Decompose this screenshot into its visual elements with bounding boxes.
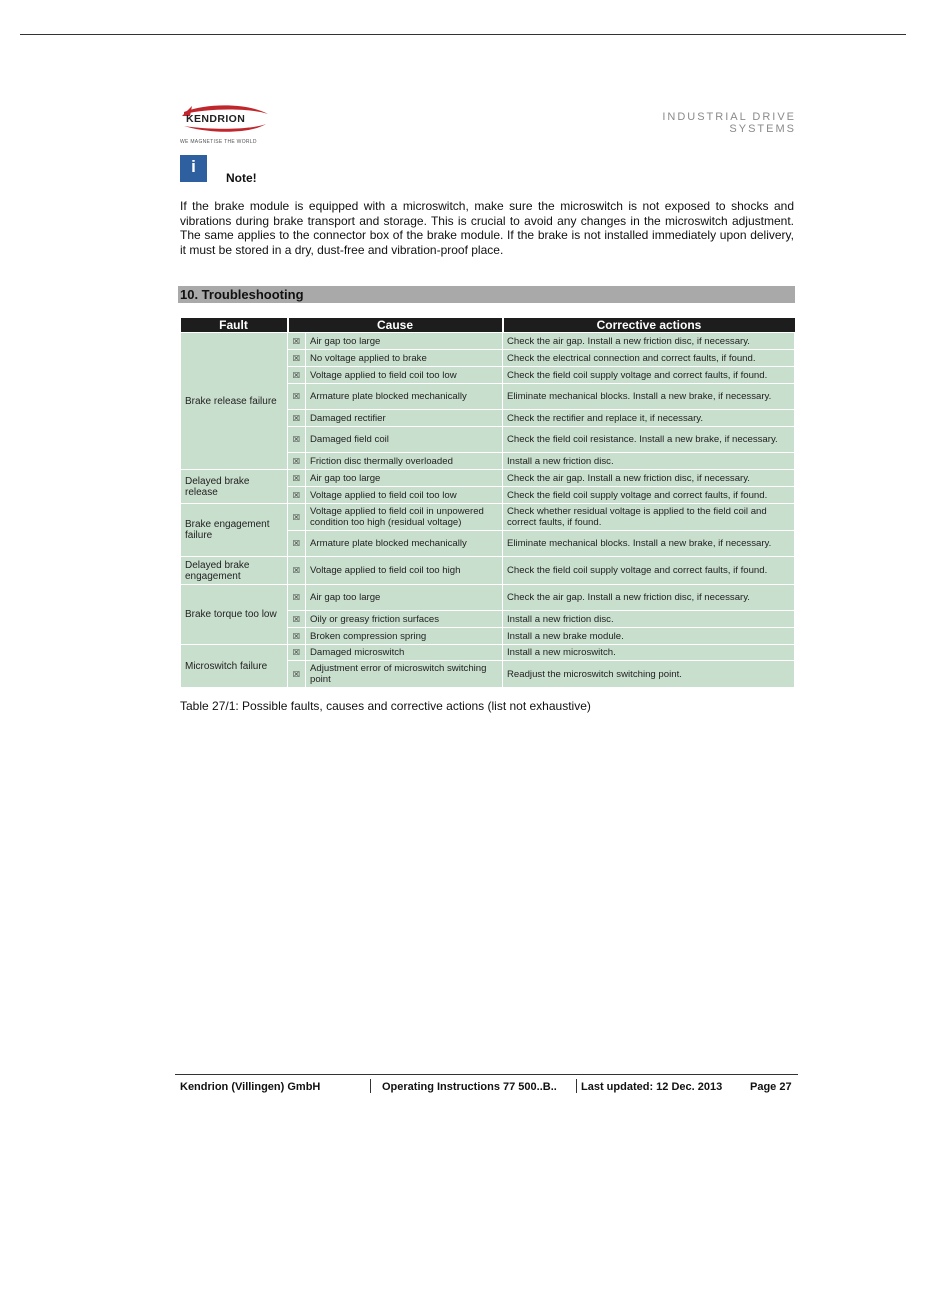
checkbox-bullet-icon: ☒ (288, 487, 306, 504)
corrective-action-cell: Install a new friction disc. (503, 453, 795, 470)
note-body: If the brake module is equipped with a microswitch, make sure the microswitch is not exposed to shocks and vibrations during brake transport and storage. This is crucial to avoid any changes in the microswitch adjustment. The same applies to the connector box of the brake module. If the brake is not installed immediately upon delivery, it must be stored in a dry, dust-free and vibration-proof place. (180, 199, 794, 257)
checkbox-bullet-icon: ☒ (288, 645, 306, 661)
checkbox-bullet-icon: ☒ (288, 410, 306, 427)
checkbox-bullet-icon: ☒ (288, 470, 306, 487)
footer-company: Kendrion (Villingen) GmbH (180, 1081, 321, 1093)
corrective-action-cell: Eliminate mechanical blocks. Install a new brake, if necessary. (503, 384, 795, 410)
logo-tagline: WE MAGNETISE THE WORLD (180, 139, 257, 145)
corrective-action-cell: Check the air gap. Install a new friction disc, if necessary. (503, 470, 795, 487)
table-row (181, 585, 795, 611)
corrective-action-cell: Eliminate mechanical blocks. Install a new brake, if necessary. (503, 531, 795, 557)
cause-cell: Adjustment error of microswitch switching point (306, 661, 503, 688)
corrective-action-cell: Install a new microswitch. (503, 645, 795, 661)
checkbox-bullet-icon: ☒ (288, 333, 306, 350)
corrective-action-cell: Check the field coil supply voltage and correct faults, if found. (503, 557, 795, 585)
table-row (181, 645, 795, 661)
cause-cell: Oily or greasy friction surfaces (306, 611, 503, 628)
fault-cell: Delayed brake release (181, 470, 288, 504)
footer-updated: Last updated: 12 Dec. 2013 (581, 1081, 723, 1093)
checkbox-bullet-icon: ☒ (288, 531, 306, 557)
corrective-action-cell: Check whether residual voltage is applied to the field coil and correct faults, if found. (503, 504, 795, 531)
corrective-action-cell: Install a new brake module. (503, 628, 795, 645)
header-fault: Fault (181, 318, 288, 333)
cause-cell: Damaged field coil (306, 427, 503, 453)
fault-cell: Brake torque too low (181, 585, 288, 645)
corrective-action-cell: Install a new friction disc. (503, 611, 795, 628)
footer-separator (370, 1079, 371, 1093)
checkbox-bullet-icon: ☒ (288, 504, 306, 531)
logo-wordmark: KENDRION (186, 113, 246, 125)
cause-cell: Damaged rectifier (306, 410, 503, 427)
info-icon: i (180, 155, 207, 182)
footer-separator (576, 1079, 577, 1093)
cause-cell: Voltage applied to field coil too high (306, 557, 503, 585)
fault-cell: Brake engagement failure (181, 504, 288, 557)
checkbox-bullet-icon: ☒ (288, 367, 306, 384)
footer-document: Operating Instructions 77 500..B.. (382, 1081, 557, 1093)
table-row (181, 557, 795, 585)
cause-cell: Damaged microswitch (306, 645, 503, 661)
cause-cell: Air gap too large (306, 585, 503, 611)
cause-cell: Armature plate blocked mechanically (306, 531, 503, 557)
corrective-action-cell: Check the electrical connection and correct faults, if found. (503, 350, 795, 367)
table-body (181, 333, 795, 688)
table-row (181, 470, 795, 487)
cause-cell: Armature plate blocked mechanically (306, 384, 503, 410)
fault-cell: Microswitch failure (181, 645, 288, 688)
cause-cell: Friction disc thermally overloaded (306, 453, 503, 470)
kendrion-logo (180, 104, 270, 148)
header-actions: Corrective actions (503, 318, 795, 333)
table-row (181, 333, 795, 350)
checkbox-bullet-icon: ☒ (288, 628, 306, 645)
footer-page-number: Page 27 (750, 1081, 792, 1093)
corrective-action-cell: Check the field coil supply voltage and correct faults, if found. (503, 367, 795, 384)
checkbox-bullet-icon: ☒ (288, 350, 306, 367)
checkbox-bullet-icon: ☒ (288, 427, 306, 453)
corrective-action-cell: Check the air gap. Install a new friction disc, if necessary. (503, 585, 795, 611)
cause-cell: Voltage applied to field coil in unpowered condition too high (residual voltage) (306, 504, 503, 531)
cause-cell: Air gap too large (306, 333, 503, 350)
footer-rule (175, 1074, 798, 1075)
table-row (181, 504, 795, 531)
checkbox-bullet-icon: ☒ (288, 384, 306, 410)
cause-cell: No voltage applied to brake (306, 350, 503, 367)
checkbox-bullet-icon: ☒ (288, 557, 306, 585)
cause-cell: Voltage applied to field coil too low (306, 367, 503, 384)
table-caption: Table 27/1: Possible faults, causes and corrective actions (list not exhaustive) (180, 699, 591, 713)
checkbox-bullet-icon: ☒ (288, 453, 306, 470)
note-title: Note! (226, 171, 257, 185)
checkbox-bullet-icon: ☒ (288, 585, 306, 611)
table-header-row (181, 318, 795, 333)
corrective-action-cell: Check the field coil resistance. Install a new brake, if necessary. (503, 427, 795, 453)
checkbox-bullet-icon: ☒ (288, 611, 306, 628)
cause-cell: Voltage applied to field coil too low (306, 487, 503, 504)
corrective-action-cell: Readjust the microswitch switching point. (503, 661, 795, 688)
section-title: 10. Troubleshooting (180, 287, 304, 302)
cause-cell: Air gap too large (306, 470, 503, 487)
header-cause: Cause (288, 318, 503, 333)
section-heading-bar (178, 286, 795, 303)
corrective-action-cell: Check the rectifier and replace it, if necessary. (503, 410, 795, 427)
cause-cell: Broken compression spring (306, 628, 503, 645)
checkbox-bullet-icon: ☒ (288, 661, 306, 688)
troubleshooting-table (180, 318, 795, 688)
top-rule (20, 34, 906, 35)
fault-cell: Delayed brake engagement (181, 557, 288, 585)
corrective-action-cell: Check the field coil supply voltage and correct faults, if found. (503, 487, 795, 504)
corrective-action-cell: Check the air gap. Install a new friction disc, if necessary. (503, 333, 795, 350)
fault-cell: Brake release failure (181, 333, 288, 470)
header-division-title: INDUSTRIAL DRIVE SYSTEMS (662, 111, 796, 135)
